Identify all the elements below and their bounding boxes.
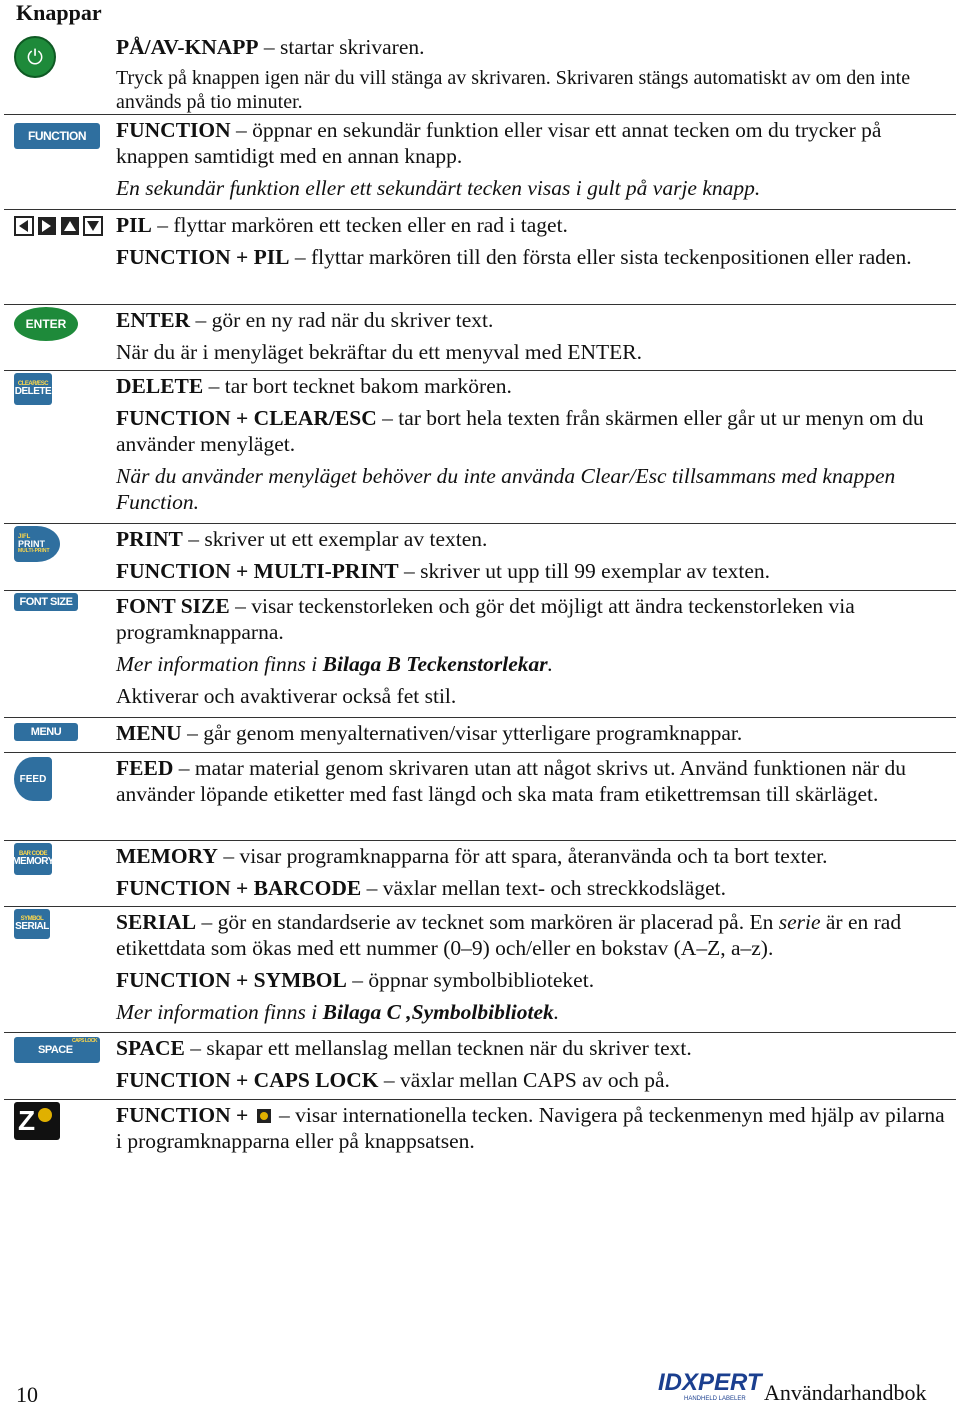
power-key-name: PÅ/AV-KNAPP	[116, 35, 259, 59]
globe-icon	[38, 1108, 52, 1122]
font-size-bold-note: Aktiverar och avaktiverar också fet stil.	[116, 684, 457, 708]
enter-description: När du är i menyläget bekräftar du ett menyval med ENTER.	[116, 340, 642, 364]
font-size-key-icon: FONT SIZE	[14, 593, 78, 611]
section-heading: Knappar	[16, 0, 102, 25]
function-note: En sekundär funktion eller ett sekundärt tecken visas i gult på varje knapp.	[116, 176, 761, 200]
menu-key-icon: MENU	[14, 723, 78, 741]
page-number: 10	[16, 1382, 38, 1407]
row-font-size: FONT SIZE FONT SIZE – visar teckenstorleken och gör det möjligt att ändra teckenstorleken via programknapparna. Mer information finns i Bilaga B Teckenstorlekar. Aktiverar och avaktiverar också fet stil.	[4, 591, 956, 718]
logo-text: IDXPERT	[658, 1369, 762, 1396]
clear-esc-key-name: FUNCTION + CLEAR/ESC	[116, 406, 377, 430]
enter-key-name: ENTER	[116, 308, 191, 332]
print-key-name: PRINT	[116, 527, 183, 551]
function-key-name: FUNCTION	[116, 118, 231, 142]
row-print: JIFL PRINT MULTI-PRINT PRINT – skriver ut ett exemplar av texten. FUNCTION + MULTI-PRINT – skriver ut upp till 99 exemplar av texten.	[4, 524, 956, 591]
row-feed: FEED FEED – matar material genom skrivaren utan att något skrivs ut. Använd funktionen när du använder löpande etiketter med fast längd och ska mata fram etikettremsan till skärläget.	[4, 753, 956, 841]
barcode-key-name: FUNCTION + BARCODE	[116, 876, 362, 900]
menu-key-name: MENU	[116, 721, 182, 745]
symbol-key-name: FUNCTION + SYMBOL	[116, 968, 347, 992]
serial-key-icon: SYMBOL SERIAL	[14, 909, 50, 939]
function-arrow-key-name: FUNCTION + PIL	[116, 245, 290, 269]
delete-key-icon: CLEAR/ESC DELETE	[14, 373, 52, 405]
row-power: ⏻ PÅ/AV-KNAPP – startar skrivaren. Tryck på knappen igen när du vill stänga av skrivaren. Skrivaren stängs automatiskt av om den inte används på tio minuter.	[4, 32, 956, 115]
font-size-key-name: FONT SIZE	[116, 594, 230, 618]
button-reference-table	[4, 32, 956, 1160]
row-serial: SYMBOL SERIAL SERIAL – gör en standardserie av tecknet som markören är placerad på. En serie är en rad etikettdata som ökas med ett nummer (0–9) och/eller en bokstav (A–Z, a–z). FUNCTION + SYMBOL – öppnar symbolbiblioteket. Mer information finns i Bilaga C ,Symbolbibliotek.	[4, 907, 956, 1033]
font-size-note: Mer information finns i Bilaga B Teckenstorlekar.	[116, 652, 553, 676]
serial-key-name: SERIAL	[116, 910, 197, 934]
row-space: SPACE CAPS LOCK SPACE – skapar ett mellanslag mellan tecknen när du skriver text. FUNCTION + CAPS LOCK – växlar mellan CAPS av och på.	[4, 1033, 956, 1100]
serial-note: Mer information finns i Bilaga C ,Symbolbibliotek.	[116, 1000, 560, 1024]
arrow-keys-icon	[14, 216, 104, 236]
feed-key-name: FEED	[116, 756, 174, 780]
row-memory: BAR CODE MEMORY MEMORY – visar programknapparna för att spara, återanvända och ta bort texter. FUNCTION + BARCODE – växlar mellan text- och streckkodsläget.	[4, 841, 956, 907]
z-key-icon: Z	[14, 1102, 60, 1140]
delete-key-name: DELETE	[116, 374, 204, 398]
power-key-icon	[14, 36, 56, 78]
intl-key-name: FUNCTION +	[116, 1103, 254, 1127]
delete-note: När du använder menyläget behöver du inte använda Clear/Esc tillsammans med knappen Function.	[116, 464, 896, 514]
row-enter: ENTER ENTER – gör en ny rad när du skriver text. När du är i menyläget bekräftar du ett menyval med ENTER.	[4, 305, 956, 371]
memory-key-icon: BAR CODE MEMORY	[14, 843, 52, 875]
space-key-name: SPACE	[116, 1036, 185, 1060]
caps-lock-key-name: FUNCTION + CAPS LOCK	[116, 1068, 379, 1092]
arrow-key-name: PIL	[116, 213, 152, 237]
space-key-icon: SPACE CAPS LOCK	[14, 1037, 100, 1063]
row-delete: CLEAR/ESC DELETE DELETE – tar bort tecknet bakom markören. FUNCTION + CLEAR/ESC – tar bort hela texten från skärmen eller går ut ur menyn om du använder menyläget. När du använder menyläget behöver du inte använda Clear/Esc tillsammans med knappen Function.	[4, 371, 956, 524]
memory-key-name: MEMORY	[116, 844, 218, 868]
row-international: Z FUNCTION + – visar internationella tecken. Navigera på teckenmenyn med hjälp av pilarna i programknapparna eller på knappsatsen.	[4, 1100, 956, 1160]
print-key-icon: JIFL PRINT MULTI-PRINT	[14, 526, 60, 562]
row-menu: MENU MENU – går genom menyalternativen/visar ytterligare programknappar.	[4, 718, 956, 753]
manual-title: Användarhandbok	[764, 1380, 927, 1405]
row-function: FUNCTION FUNCTION – öppnar en sekundär funktion eller visar ett annat tecken om du trycker på knappen samtidigt med en annan knapp. En sekundär funktion eller ett sekundärt tecken visas i gult på varje knapp.	[4, 115, 956, 210]
logo-tagline: HANDHELD LABELER	[684, 1396, 746, 1402]
function-key-icon: FUNCTION	[14, 123, 100, 149]
power-icon: ⏻	[27, 45, 43, 69]
enter-key-icon: ENTER	[14, 307, 78, 341]
feed-key-icon: FEED	[14, 757, 52, 801]
row-arrows: PIL – flyttar markören ett tecken eller en rad i taget. FUNCTION + PIL – flyttar markören till den första eller sista teckenpositionen eller raden.	[4, 210, 956, 305]
z-inline-icon	[257, 1109, 271, 1123]
multi-print-key-name: FUNCTION + MULTI-PRINT	[116, 559, 399, 583]
power-description: Tryck på knappen igen när du vill stänga av skrivaren. Skrivaren stängs automatiskt av om den inte används på tio minuter.	[116, 67, 911, 113]
